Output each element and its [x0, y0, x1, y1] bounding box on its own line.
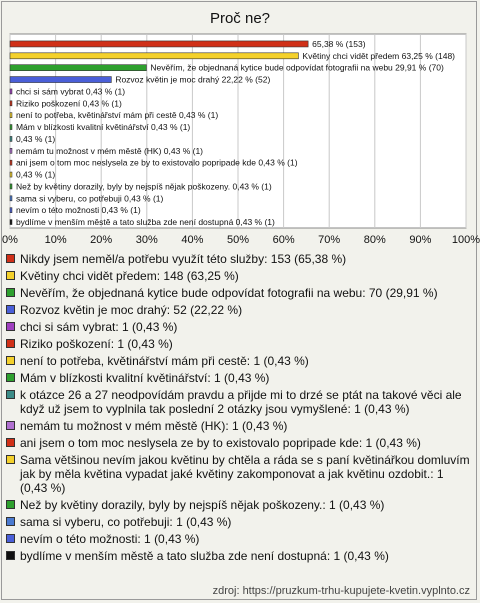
- legend-label: k otázce 26 a 27 neodpovídám pravdu a přijde mi to drzé se ptát na takové věci ale když už jsem to vyplnila tak poslední 2 otázky jsou vymyšlené: 1 (0,43 %): [20, 388, 462, 416]
- bar: [10, 160, 12, 165]
- legend-label: sama si vyberu, co potřebuji: 1 (0,43 %): [20, 515, 232, 529]
- bar-label: Mám v blízkosti kvalitní květinářství 0,43 % (1): [15, 122, 191, 133]
- legend-label: bydlíme v menším městě a tato služba zde není dostupná: 1 (0,43 %): [20, 549, 389, 563]
- source-note: zdroj: https://pruzkum-trhu-kupujete-kvetin.vyplnto.cz: [212, 585, 470, 597]
- x-tick-label: 100%: [451, 234, 480, 246]
- bar: [10, 53, 298, 59]
- bar: [10, 41, 308, 47]
- legend-item: [6, 453, 472, 495]
- x-tick-label: 20%: [90, 234, 113, 246]
- legend-item: [6, 436, 472, 450]
- legend-swatch: [6, 271, 15, 280]
- legend-item: [6, 419, 472, 433]
- bar: [10, 208, 12, 213]
- chart-title: Proč ne?: [209, 10, 271, 27]
- bar: [10, 136, 12, 141]
- bar: [10, 196, 12, 201]
- bar-label: není to potřeba, květinářství mám při cestě 0,43 % (1): [15, 110, 219, 121]
- legend-swatch: [6, 551, 15, 560]
- x-tick-label: 90%: [409, 234, 432, 246]
- legend-swatch: [6, 288, 15, 297]
- x-tick-label: 50%: [226, 234, 250, 246]
- x-tick-label: 10%: [44, 234, 67, 246]
- legend-swatch: [6, 390, 15, 399]
- bar-label: 0,43 % (1): [15, 169, 56, 180]
- x-tick-label: 70%: [318, 234, 341, 246]
- legend-swatch: [6, 517, 15, 526]
- legend-swatch: [6, 500, 15, 509]
- bar: [10, 65, 146, 71]
- bar-label: Květiny chci vidět předem 63,25 % (148): [302, 50, 456, 61]
- legend-swatch: [6, 339, 15, 348]
- bar-label: Rozvoz květin je moc drahý 22,22 % (52): [115, 74, 271, 85]
- legend-item: [6, 498, 472, 512]
- x-tick-label: 60%: [272, 234, 295, 246]
- legend-swatch: [6, 455, 15, 464]
- bar-label: 65,38 % (153): [312, 38, 366, 49]
- bar-label: nemám tu možnost v mém městě (HK) 0,43 % (1): [15, 145, 204, 156]
- legend-label: Květiny chci vidět předem: 148 (63,25 %): [20, 269, 239, 283]
- legend-item: [6, 252, 472, 266]
- bar-label: 0,43 % (1): [15, 133, 56, 144]
- legend-item: [6, 337, 472, 351]
- legend-swatch: [6, 438, 15, 447]
- bar: [10, 77, 111, 83]
- legend-item: [6, 371, 472, 385]
- legend-label: ani jsem o tom moc neslysela ze by to existovalo popripade kde: 1 (0,43 %): [20, 436, 421, 450]
- x-tick-label: 30%: [135, 234, 158, 246]
- legend-label: Riziko poškození: 1 (0,43 %): [20, 337, 173, 351]
- bar-label: chci si sám vybrat 0,43 % (1): [15, 86, 126, 97]
- legend-item: [6, 549, 472, 563]
- legend-label: není to potřeba, květinářství mám při cestě: 1 (0,43 %): [20, 354, 309, 368]
- legend-item: [6, 286, 472, 300]
- legend-swatch: [6, 254, 15, 263]
- bar: [10, 184, 12, 189]
- x-tick-label: 40%: [181, 234, 204, 246]
- bar-label: nevím o této možnosti 0,43 % (1): [15, 205, 141, 216]
- bar: [10, 148, 12, 153]
- legend-swatch: [6, 421, 15, 430]
- bar-label: Riziko poškození 0,43 % (1): [15, 98, 122, 109]
- bar: [10, 220, 12, 225]
- legend-label: nevím o této možnosti: 1 (0,43 %): [20, 532, 200, 546]
- bar: [10, 125, 12, 130]
- legend-label: Rozvoz květin je moc drahý: 52 (22,22 %): [20, 303, 243, 317]
- legend-swatch: [6, 534, 15, 543]
- legend-item: [6, 532, 472, 546]
- legend-swatch: [6, 356, 15, 365]
- bar: [10, 101, 12, 106]
- legend: [6, 252, 472, 566]
- bar-label: sama si vyberu, co potřebuji 0,43 % (1): [15, 193, 164, 204]
- bar: [10, 172, 12, 177]
- legend-swatch: [6, 373, 15, 382]
- legend-label: Než by květiny dorazily, byly by nejspíš nějak poškozeny.: 1 (0,43 %): [20, 498, 385, 512]
- bar: [10, 113, 12, 118]
- legend-item: [6, 320, 472, 334]
- legend-label: chci si sám vybrat: 1 (0,43 %): [20, 320, 178, 334]
- bar-label: Nevěřím, že objednaná kytice bude odpovídat fotografii na webu 29,91 % (70): [150, 62, 444, 73]
- legend-swatch: [6, 322, 15, 331]
- x-tick-label: 80%: [363, 234, 386, 246]
- legend-label: Mám v blízkosti kvalitní květinářství: 1 (0,43 %): [20, 371, 270, 385]
- bar-label: Než by květiny dorazily, byly by nejspíš nějak poškozeny. 0,43 % (1): [15, 181, 272, 192]
- bar-label: bydlíme v menším městě a tato služba zde není dostupná 0,43 % (1): [15, 217, 275, 228]
- legend-item: [6, 388, 472, 416]
- legend-item: [6, 303, 472, 317]
- legend-swatch: [6, 305, 15, 314]
- bar-chart: [0, 0, 480, 250]
- legend-label: nemám tu možnost v mém městě (HK): 1 (0,43 %): [20, 419, 288, 433]
- legend-item: [6, 515, 472, 529]
- legend-item: [6, 269, 472, 283]
- bar-label: ani jsem o tom moc neslysela ze by to existovalo popripade kde 0,43 % (1): [15, 157, 298, 168]
- bar: [10, 89, 12, 94]
- legend-label: Nikdy jsem neměl/a potřebu využít této služby: 153 (65,38 %): [20, 252, 347, 266]
- legend-label: Sama většinou nevím jakou květinu by chtěla a ráda se s paní květinářkou domluvím jak by měla květina vypadat jaké květiny zakomponovat a jak květinu ozdobit.: 1 (0,43 %): [20, 453, 470, 495]
- legend-item: [6, 354, 472, 368]
- x-tick-label: 0%: [2, 234, 18, 246]
- legend-label: Nevěřím, že objednaná kytice bude odpovídat fotografii na webu: 70 (29,91 %): [20, 286, 438, 300]
